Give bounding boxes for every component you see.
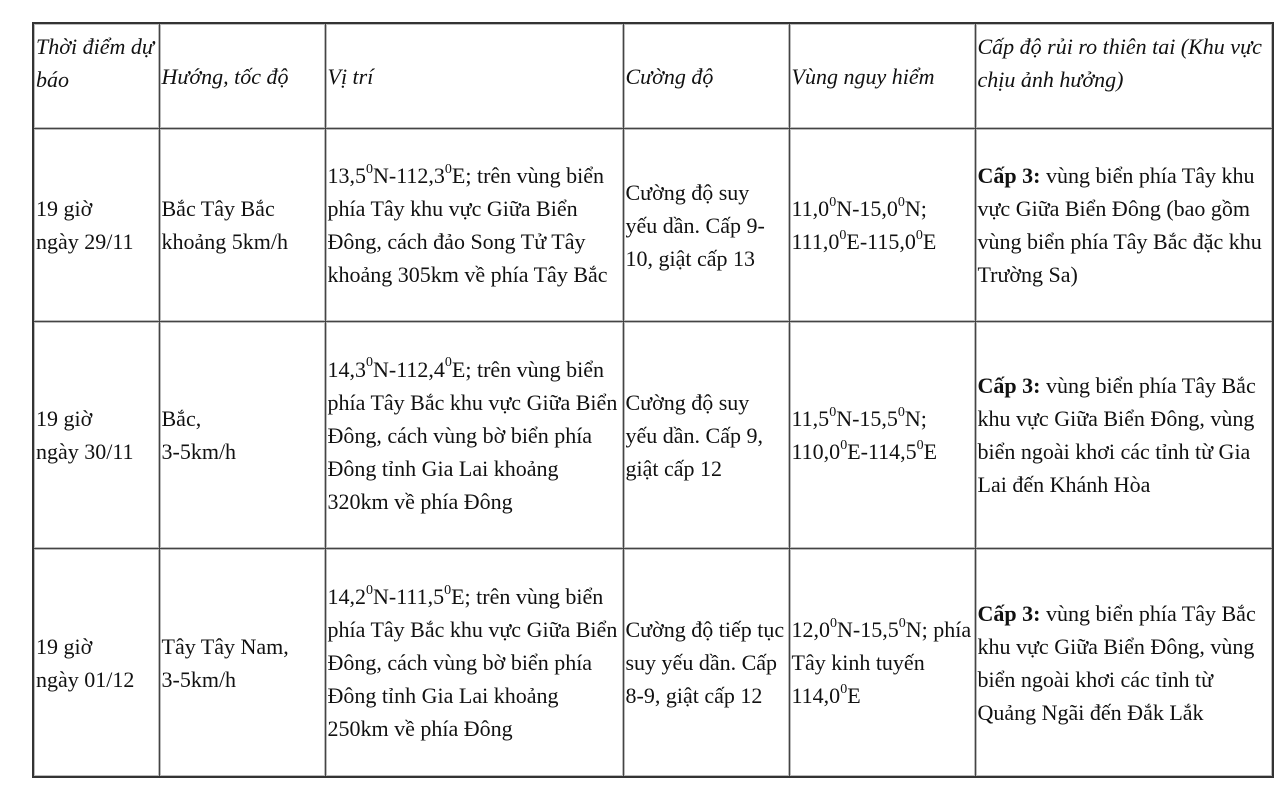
cell-danger-zone	[789, 322, 975, 549]
cell-time	[33, 549, 159, 778]
header-intensity: Cường độ	[623, 23, 789, 129]
risk-level: Cấp 3:	[977, 163, 1041, 188]
risk-text: vùng biển phía Tây Bắc khu vực Giữa Biển Đông, vùng biển ngoài khơi các tỉnh từ Gia Lai đến Khánh Hòa	[977, 373, 1256, 497]
cell-intensity: Cường độ suy yếu dần. Cấp 9, giật cấp 12	[623, 322, 789, 549]
time-line: 19 giờ	[36, 406, 93, 431]
zone-part: 111,0	[791, 229, 840, 254]
cell-time	[33, 322, 159, 549]
risk-text: vùng biển phía Tây khu vực Giữa Biển Đông (bao gồm vùng biển phía Tây Bắc đặc khu Trường Sa)	[977, 163, 1262, 287]
degree-sup: 0	[366, 355, 373, 371]
time-line: 19 giờ	[36, 196, 93, 221]
pos-lon: N-111,5	[373, 584, 445, 609]
speed-line: 3-5km/h	[161, 439, 237, 464]
degree-sup: 0	[444, 161, 452, 177]
zone-part: 110,0	[791, 439, 841, 464]
time-line: 19 giờ	[36, 633, 93, 659]
zone-part: E	[922, 229, 937, 254]
pos-lon: N-112,4	[373, 356, 445, 382]
risk-level: Cấp 3:	[977, 373, 1041, 398]
degree-sup: 0	[840, 437, 848, 453]
degree-sup: 0	[897, 404, 905, 420]
degree-sup: 0	[916, 437, 924, 453]
risk-level: Cấp 3:	[977, 600, 1041, 626]
date-line: ngày 30/11	[36, 439, 134, 464]
degree-sup: 0	[366, 161, 373, 177]
zone-part: E-114,5	[847, 439, 917, 464]
cell-position	[325, 322, 623, 549]
pos-text: E; trên vùng biển phía Tây khu vực Giữa Biển Đông, cách đảo Song Tử Tây khoảng 305km về phía Tây Bắc	[327, 163, 608, 287]
cell-direction	[159, 322, 325, 549]
degree-sup: 0	[830, 615, 837, 631]
cell-risk	[975, 129, 1273, 322]
pos-lon: N-112,3	[373, 163, 445, 188]
degree-sup: 0	[915, 227, 923, 243]
zone-part: E-115,0	[846, 229, 916, 254]
table-header-row	[33, 23, 1273, 129]
cell-intensity: Cường độ suy yếu dần. Cấp 9-10, giật cấp 13	[623, 129, 789, 322]
zone-part: N;	[904, 196, 927, 221]
zone-part: E	[923, 439, 938, 464]
storm-forecast-table	[32, 22, 1274, 778]
degree-sup: 0	[897, 194, 905, 210]
degree-sup: 0	[444, 355, 452, 371]
pos-lat: 14,3	[327, 356, 366, 382]
zone-part: N-15,5	[837, 617, 899, 642]
pos-text: E; trên vùng biển phía Tây Bắc khu vực Giữa Biển Đông, cách vùng bờ biển phía Đông tỉnh Gia Lai khoảng 320km về phía Đông	[327, 356, 618, 514]
direction-line: Tây Tây Nam,	[161, 633, 289, 659]
degree-sup: 0	[444, 582, 452, 598]
pos-text: E; trên vùng biển phía Tây Bắc khu vực Giữa Biển Đông, cách vùng bờ biển phía Đông tỉnh Gia Lai khoảng 250km về phía Đông	[327, 584, 618, 741]
cell-risk	[975, 322, 1273, 549]
cell-intensity: Cường độ tiếp tục suy yếu dần. Cấp 8-9, giật cấp 12	[623, 549, 789, 778]
zone-part: N-15,0	[836, 196, 898, 221]
zone-part: N; phía Tây kinh tuyến 114,0	[791, 617, 972, 708]
zone-part: 11,5	[791, 406, 830, 431]
zone-part: N-15,5	[836, 406, 898, 431]
direction-line: Bắc,	[161, 406, 202, 431]
cell-position	[325, 549, 623, 778]
zone-part: E	[847, 683, 861, 708]
cell-risk	[975, 549, 1273, 778]
pos-lat: 14,2	[327, 584, 366, 609]
header-direction: Hướng, tốc độ	[159, 23, 325, 129]
risk-text: vùng biển phía Tây Bắc khu vực Giữa Biển Đông, vùng biển ngoài khơi các tỉnh từ Quảng Ngãi đến Đắk Lắk	[977, 600, 1256, 725]
cell-time	[33, 129, 159, 322]
zone-part: 11,0	[791, 196, 830, 221]
degree-sup: 0	[829, 404, 837, 420]
cell-direction	[159, 549, 325, 778]
cell-danger-zone	[789, 129, 975, 322]
table-row	[33, 322, 1273, 549]
pos-lat: 13,5	[327, 163, 366, 188]
zone-part: 12,0	[791, 617, 830, 642]
header-danger-zone: Vùng nguy hiểm	[789, 23, 975, 129]
date-line: ngày 29/11	[36, 229, 134, 254]
degree-sup: 0	[839, 227, 847, 243]
degree-sup: 0	[840, 681, 848, 697]
cell-direction: Bắc Tây Bắc khoảng 5km/h	[159, 129, 325, 322]
degree-sup: 0	[829, 194, 837, 210]
cell-danger-zone	[789, 549, 975, 778]
speed-line: 3-5km/h	[161, 666, 237, 692]
degree-sup: 0	[366, 582, 373, 598]
header-risk: Cấp độ rủi ro thiên tai (Khu vực chịu ảnh hưởng)	[975, 23, 1273, 129]
table-row	[33, 129, 1273, 322]
zone-part: N;	[904, 406, 927, 431]
date-line: ngày 01/12	[36, 666, 135, 692]
degree-sup: 0	[898, 615, 906, 631]
header-position: Vị trí	[325, 23, 623, 129]
header-time: Thời điểm dự báo	[33, 23, 159, 129]
cell-position	[325, 129, 623, 322]
table-row	[33, 549, 1273, 778]
